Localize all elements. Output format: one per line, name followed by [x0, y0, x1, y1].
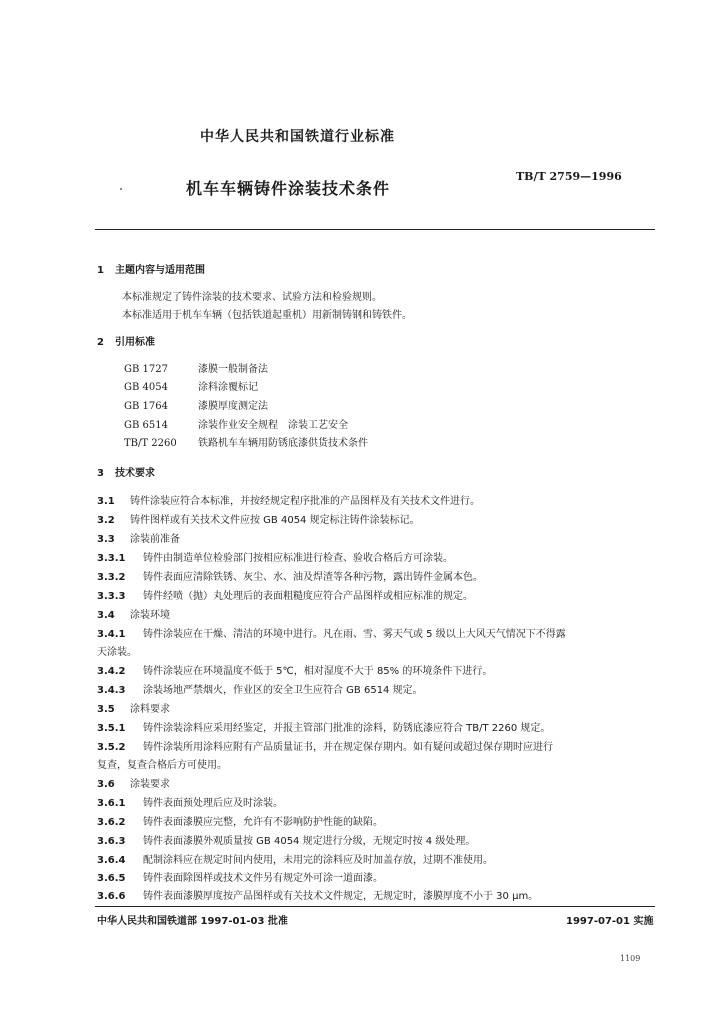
clause-number: 3.3	[97, 534, 115, 545]
reference-item	[124, 360, 268, 375]
reference-name: 涂装作业安全规程 涂装工艺安全	[198, 420, 348, 431]
clause-line	[97, 851, 493, 866]
implementation-date: 1997-07-01 实施	[566, 916, 654, 927]
section-title: 主题内容与适用范围	[115, 265, 205, 276]
clause-number: 3.6	[97, 779, 115, 790]
clause-line	[97, 700, 170, 715]
reference-name: 漆膜厚度测定法	[198, 401, 268, 412]
approval-statement: 中华人民共和国铁道部 1997-01-03 批准	[97, 916, 288, 927]
clause-text: 铸件经喷（抛）丸处理后的表面粗糙度应符合产品图样或相应标准的规定。	[143, 591, 473, 602]
clause-text: 铸件表面漆膜厚度按产品图样或有关技术文件规定，无规定时，漆膜厚度不小于 30 μm。	[143, 891, 539, 902]
section-1-heading	[97, 261, 205, 276]
section-number: 2	[97, 337, 104, 348]
clause-number: 3.1	[97, 496, 115, 507]
clause-line	[97, 606, 170, 621]
reference-item	[124, 434, 368, 449]
clause-number: 3.4.3	[97, 685, 126, 696]
clause-line	[97, 775, 170, 790]
clause-text: 涂装场地严禁烟火，作业区的安全卫生应符合 GB 6514 规定。	[143, 685, 423, 696]
scan-speck	[120, 188, 122, 190]
clause-text: 铸件表面漆膜应完整，允许有不影响防护性能的缺陷。	[143, 817, 383, 828]
clause-line	[97, 813, 383, 828]
section-title: 引用标准	[115, 337, 155, 348]
reference-name: 铁路机车车辆用防锈底漆供货技术条件	[198, 438, 368, 449]
clause-text: 铸件涂装应符合本标准，并按经规定程序批准的产品图样及有关技术文件进行。	[130, 496, 480, 507]
reference-code: GB 1764	[124, 401, 168, 412]
clause-text: 铸件表面应清除铁锈、灰尘、水、油及焊渣等各种污物，露出铸件金属本色。	[143, 572, 483, 583]
clause-text: 铸件由制造单位检验部门按相应标准进行检查、验收合格后方可涂装。	[143, 553, 453, 564]
clause-number: 3.6.6	[97, 891, 126, 902]
page-number: 1109	[620, 954, 641, 963]
clause-line	[97, 681, 423, 696]
clause-text: 涂料要求	[130, 704, 170, 715]
reference-name: 涂料涂覆标记	[198, 382, 258, 393]
clause-text: 铸件涂装涂料应采用经鉴定，并报主管部门批准的涂料，防锈底漆应符合 TB/T 2260 规定。	[143, 723, 551, 734]
reference-name: 漆膜一般制备法	[198, 364, 268, 375]
clause-text: 铸件表面漆膜外观质量按 GB 4054 规定进行分级，无规定时按 4 级处理。	[143, 836, 476, 847]
clause-line	[97, 794, 283, 809]
clause-number: 3.6.5	[97, 873, 126, 884]
clause-line	[97, 887, 538, 902]
clause-text: 铸件表面预处理后应及时涂装。	[143, 798, 283, 809]
reference-code: TB/T 2260	[124, 438, 177, 449]
clause-number: 3.5.2	[97, 742, 126, 753]
clause-line	[97, 492, 480, 507]
clause-text: 铸件图样或有关技术文件应按 GB 4054 规定标注铸件涂装标记。	[130, 515, 420, 526]
clause-text: 涂装环境	[130, 610, 170, 621]
section-1-paragraph: 本标准适用于机车车辆（包括铁道起重机）用新制铸钢和铸铁件。	[122, 310, 412, 321]
reference-code: GB 4054	[124, 382, 168, 393]
standard-code: TB/T 2759—1996	[516, 170, 622, 183]
clause-number: 3.4.1	[97, 629, 126, 640]
section-1-paragraph: 本标准规定了铸件涂装的技术要求、试验方法和检验规则。	[122, 292, 382, 303]
reference-item	[124, 397, 268, 412]
clause-text: 涂装前准备	[130, 534, 180, 545]
clause-number: 3.3.2	[97, 572, 126, 583]
clause-number: 3.5	[97, 704, 115, 715]
header-divider	[95, 229, 655, 230]
clause-continuation: 天涂装。	[97, 647, 137, 658]
reference-item	[124, 378, 258, 393]
clause-number: 3.3.3	[97, 591, 126, 602]
clause-number: 3.6.1	[97, 798, 126, 809]
clause-line	[97, 738, 553, 753]
clause-text: 配制涂料应在规定时间内使用，未用完的涂料应及时加盖存放，过期不准使用。	[143, 855, 493, 866]
clause-line	[97, 511, 420, 526]
clause-line	[97, 549, 453, 564]
clause-number: 3.6.3	[97, 836, 126, 847]
clause-line	[97, 587, 473, 602]
issuing-authority: 中华人民共和国铁道行业标准	[200, 129, 395, 145]
clause-line	[97, 832, 475, 847]
clause-line	[97, 625, 566, 640]
clause-number: 3.5.1	[97, 723, 126, 734]
clause-text: 铸件涂装应在干燥、清洁的环境中进行。凡在雨、雪、雾天气或 5 级以上大风天气情况下不得露	[143, 629, 566, 640]
reference-item	[124, 416, 348, 431]
reference-code: GB 6514	[124, 420, 168, 431]
document-title: 机车车辆铸件涂装技术条件	[186, 179, 391, 198]
clause-continuation: 复查，复查合格后方可使用。	[97, 760, 227, 771]
clause-line	[97, 530, 180, 545]
clause-line	[97, 568, 483, 583]
clause-text: 铸件涂装所用涂料应附有产品质量证书，并在规定保存期内。如有疑问或超过保存期时应进行	[143, 742, 553, 753]
footer-divider	[95, 906, 655, 907]
reference-code: GB 1727	[124, 364, 168, 375]
clause-line	[97, 869, 383, 884]
section-2-heading	[97, 333, 155, 348]
section-title: 技术要求	[115, 468, 155, 479]
clause-number: 3.6.4	[97, 855, 126, 866]
clause-text: 铸件表面除图样或技术文件另有规定外可涂一道面漆。	[143, 873, 383, 884]
clause-text: 铸件涂装应在环境温度不低于 5℃，相对湿度不大于 85% 的环境条件下进行。	[143, 666, 493, 677]
clause-number: 3.3.1	[97, 553, 126, 564]
clause-number: 3.4.2	[97, 666, 126, 677]
section-3-heading	[97, 464, 155, 479]
clause-number: 3.2	[97, 515, 115, 526]
clause-number: 3.6.2	[97, 817, 126, 828]
clause-line	[97, 719, 550, 734]
clause-number: 3.4	[97, 610, 115, 621]
section-number: 1	[97, 265, 104, 276]
section-number: 3	[97, 468, 104, 479]
clause-text: 涂装要求	[130, 779, 170, 790]
clause-line	[97, 662, 492, 677]
